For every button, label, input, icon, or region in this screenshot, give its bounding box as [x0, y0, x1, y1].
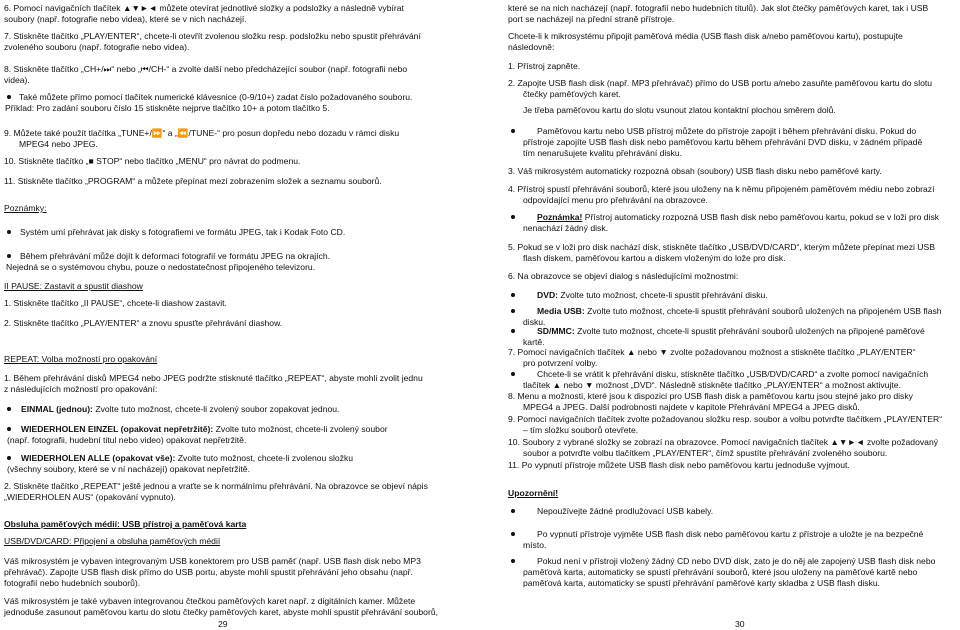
text-line: Poznámka! Přístroj automaticky rozpozná USB flash disk nebo paměťovou kartu, pokud se v loži pro disk — [537, 212, 940, 222]
text-line: přístroje zapojíte USB flash disk nebo paměťovou kartu během přehrávání DVD disku, v žádném případě — [523, 137, 923, 147]
text-line: čtečky paměťových karet. — [523, 89, 621, 99]
bullet-icon — [511, 309, 515, 313]
text-line: fotografií nebo hudebních souborů). — [4, 578, 141, 588]
text-line: 7. Pomocí navigačních tlačítek ▲ nebo ▼ zvolte požadovanou možnost a stiskněte tlačítko „PLAY/ENTER“ — [508, 347, 916, 357]
text-line: jednoduše zasunout paměťovou kartu do slotu čtečky paměťových karet, abyste mohli spustit přehrávání souborů, — [4, 607, 438, 617]
text-line: Poznámky: — [4, 203, 47, 213]
text-line: (např. fotografii, hudební titul nebo video) opakovat nepřetržitě. — [7, 435, 247, 445]
text-line: 7. Stiskněte tlačítko „PLAY/ENTER“, chcete-li otevřít zvolenou složku resp. podsložku nebo spustit přehrávání — [4, 31, 421, 41]
bullet-icon — [7, 427, 11, 431]
bullet-icon — [7, 95, 11, 99]
bullet-icon — [7, 456, 11, 460]
text-line: – tím složku souborů otevřete. — [523, 425, 639, 435]
text-line: Media USB: Zvolte tuto možnost, chcete-li spustit přehrávání souborů uložených na připojeném USB flash — [537, 306, 942, 316]
text-line: Upozornění! — [508, 488, 559, 498]
text-line: místo. — [523, 540, 547, 550]
text-line: Váš mikrosystém je vybaven integrovaným USB konektorem pro USB paměť (např. USB flash disk nebo MP3 — [4, 556, 421, 566]
bullet-icon — [7, 230, 11, 234]
text-line: port se nacházejí na přední straně přístroje. — [508, 14, 675, 24]
text-line: 8. Menu a možnosti, které jsou k dispozici pro USB flash disk a paměťovou kartu jsou stejné jako pro disky — [508, 391, 913, 401]
text-line: které se na nich nacházejí (např. fotografií nebo hudebních titulů). Jak slot čtečky paměťových karet, tak i USB — [508, 3, 929, 13]
text-line: odpovídající menu pro přehrávání na obrazovce. — [523, 195, 708, 205]
bullet-icon — [511, 329, 515, 333]
text-line: Pokud není v přístroji vložený žádný CD nebo DVD disk, zato je do něj ale zapojený USB flash disk nebo — [537, 556, 936, 566]
text-line: přehrávač). Zapojte USB flash disk přímo do USB portu, abyste mohli spustit přehrávání jeho obsahu (např. — [4, 567, 413, 577]
text-line: 1. Přístroj zapněte. — [508, 61, 581, 71]
text-line: 4. Přístroj spustí přehrávání souborů, které jsou uloženy na k němu připojeném paměťovém médiu nebo zobrazí — [508, 184, 935, 194]
text-line: kartě. — [523, 337, 545, 347]
text-line: 6. Na obrazovce se objeví dialog s následujícími možnostmi: — [508, 271, 739, 281]
text-line: Po vypnutí přístroje vyjměte USB flash disk nebo paměťovou kartu z přístroje a uložte je na bezpečné — [537, 529, 924, 539]
bullet-icon — [7, 407, 11, 411]
text-line: Váš mikrosystém je také vybaven integrovanou čtečkou paměťových karet např. z digitálních kamer. Můžete — [4, 596, 416, 606]
text-line: Chcete-li se vrátit k přehrávání disku, stiskněte tlačítko „USB/DVD/CARD“ a zvolte pomocí navigačních — [537, 369, 929, 379]
bullet-icon — [511, 372, 515, 376]
bullet-icon — [7, 254, 11, 258]
text-line: 10. Stiskněte tlačítko „■ STOP“ nebo tlačítko „MENU“ pro návrat do podmenu. — [4, 156, 301, 166]
text-line: 2. Stiskněte tlačítko „REPEAT“ ještě jednou a vraťte se k normálnímu přehrávání. Na obrazovce se objeví nápis — [4, 481, 428, 491]
text-line: flash diskem, paměťovou kartou a diskem vloženým do lože pro disk. — [523, 253, 786, 263]
text-line: EINMAL (jednou): Zvolte tuto možnost, chcete-li zvolený soubor zopakovat jednou. — [21, 404, 340, 414]
text-line: 9. Můžete také použít tlačítka „TUNE+/⏩“ a „⏪/TUNE-“ pro posun dopředu nebo dozadu v rámci disku — [4, 128, 400, 138]
text-line: tím nenarušujete kvalitu přehrávání disku. — [523, 148, 683, 158]
text-line: REPEAT: Volba možností pro opakování — [4, 354, 158, 364]
text-line: „WIEDERHOLEN AUS“ (opakování vypnuto). — [4, 492, 176, 502]
text-line: 10. Soubory z vybrané složky se zobrazí na obrazovce. Pomocí navigačních tlačítek ▲▼►◄ zvolte požadovaný — [508, 437, 939, 447]
text-line: 2. Stiskněte tlačítko „PLAY/ENTER“ a znovu spusťte přehrávání diashow. — [4, 318, 283, 328]
text-line: Systém umí přehrávat jak disky s fotografiemi ve formátu JPEG, tak i Kodak Foto CD. — [20, 227, 346, 237]
bullet-icon — [511, 129, 515, 133]
text-line: nenachází žádný disk. — [523, 223, 609, 233]
text-line: MPEG4 a JPEG. Další podrobnosti najdete v kapitole Přehrávání MPEG4 a JPEG disků. — [523, 402, 860, 412]
bullet-icon — [511, 559, 515, 563]
text-line: Nepoužívejte žádné prodlužovací USB kabely. — [537, 506, 714, 516]
text-line: 11. Stiskněte tlačítko „PROGRAM“ a můžete přepínat mezi zobrazením složek a seznamu souborů. — [4, 176, 382, 186]
bullet-icon — [511, 215, 515, 219]
text-line: pro potvrzení volby. — [523, 358, 598, 368]
page-number-right: 30 — [735, 619, 745, 629]
text-line: tlačítek ▲ nebo ▼ možnost „DVD“. Následně stiskněte tlačítko „PLAY/ENTER“ a možnost aktivujte. — [523, 380, 901, 390]
text-line: WIEDERHOLEN ALLE (opakovat vše): Zvolte tuto možnost, chcete-li zvolenou složku — [21, 453, 354, 463]
text-line: USB/DVD/CARD: Připojení a obsluha paměťových médií — [4, 536, 221, 546]
bullet-icon — [511, 509, 515, 513]
text-line: z následujících možností pro opakování: — [4, 384, 158, 394]
text-line: Obsluha paměťových médií: USB přístroj a paměťová karta — [4, 519, 247, 529]
text-line: disku. — [523, 317, 546, 327]
text-line: (všechny soubory, které se v ní nacházejí) opakovat nepřetržitě. — [7, 464, 250, 474]
text-line: Během přehrávání může dojít k deformaci fotografií ve formátu JPEG na okrajích. — [20, 251, 330, 261]
page-number-left: 29 — [218, 619, 228, 629]
text-line: 5. Pokud se v loži pro disk nachází disk, stiskněte tlačítko „USB/DVD/CARD“, kterým můžete přepínat mezi USB — [508, 242, 935, 252]
text-line: 2. Zapojte USB flash disk (např. MP3 přehrávač) přímo do USB portu a/nebo zasuňte paměťovou kartu do slotu — [508, 78, 933, 88]
text-line: videa). — [4, 75, 30, 85]
text-line: Chcete-li k mikrosystému připojit paměťová média (USB flash disk a/nebo paměťovou kartu), postupujte — [508, 31, 903, 41]
text-line: 9. Pomocí navigačních tlačítek zvolte požadovanou složku resp. soubor a volbu potvrďte tlačítkem „PLAY/ENTER“ — [508, 414, 943, 424]
text-line: Je třeba paměťovou kartu do slotu vsunout zlatou kontaktní plochou směrem dolů. — [523, 105, 836, 115]
bullet-icon — [511, 293, 515, 297]
text-line: SD/MMC: Zvolte tuto možnost, chcete-li spustit přehrávání souborů uložených na připojené paměťové — [537, 326, 925, 336]
text-line: Také můžete přímo pomocí tlačítek numerické klávesnice (0-9/10+) zadat číslo požadovaného souboru. — [19, 92, 413, 102]
text-line: WIEDERHOLEN EINZEL (opakovat nepřetržitě): Zvolte tuto možnost, chcete-li zvolený soubor — [21, 424, 388, 434]
text-line: 11. Po vypnutí přístroje můžete USB flash disk nebo paměťovou kartu jednoduše vyjmout. — [508, 460, 850, 470]
text-line: II PAUSE: Zastavit a spustit diashow — [4, 281, 143, 291]
text-line: následovně: — [508, 42, 555, 52]
text-line: soubor a potvrďte volbu tlačítkem „PLAY/ENTER“, čímž spustíte přehrávání zvoleného souboru. — [523, 448, 888, 458]
text-line: DVD: Zvolte tuto možnost, chcete-li spustit přehrávání disku. — [537, 290, 768, 300]
text-line: 1. Stiskněte tlačítko „II PAUSE“, chcete-li diashow zastavit. — [4, 298, 227, 308]
text-line: 3. Váš mikrosystém automaticky rozpozná obsah (soubory) USB flash disku nebo paměťové karty. — [508, 166, 882, 176]
text-line: soubory (např. fotografie nebo videa), které se v nich nacházejí. — [4, 14, 247, 24]
text-line: paměťová karta, automaticky se spustí přehrávání souborů, které jsou uloženy na paměťové kartě nebo — [523, 567, 918, 577]
text-line: 8. Stiskněte tlačítko „CH+/⏭“ nebo „⏮/CH-“ a zvolte další nebo předcházející soubor (např. fotografii nebo — [4, 64, 408, 74]
bullet-icon — [511, 532, 515, 536]
text-line: 6. Pomocí navigačních tlačítek ▲▼►◄ můžete otevírat jednotlivé složky a podsložky a následně vybírat — [4, 3, 404, 13]
text-line: 1. Během přehrávání disků MPEG4 nebo JPEG podržte stisknuté tlačítko „REPEAT“, abyste mohli zvolit jednu — [4, 373, 423, 383]
text-line: Příklad: Pro zadání souboru číslo 15 stiskněte nejprve tlačítko 10+ a potom tlačítko 5. — [5, 103, 330, 113]
text-line: zvoleného souboru (např. fotografie nebo videa). — [4, 42, 190, 52]
text-line: Nejedná se o systémovou chybu, pouze o nedostatečnost připojeného televizoru. — [6, 262, 316, 272]
text-line: paměťová karta, automaticky se spustí přehrávání paměťové karty skladba z USB flash disku. — [523, 578, 881, 588]
text-line: Paměťovou kartu nebo USB přístroj můžete do přístroje zapojit i během přehrávání disku. Pokud do — [537, 126, 917, 136]
text-line: MPEG4 nebo JPEG. — [19, 139, 98, 149]
